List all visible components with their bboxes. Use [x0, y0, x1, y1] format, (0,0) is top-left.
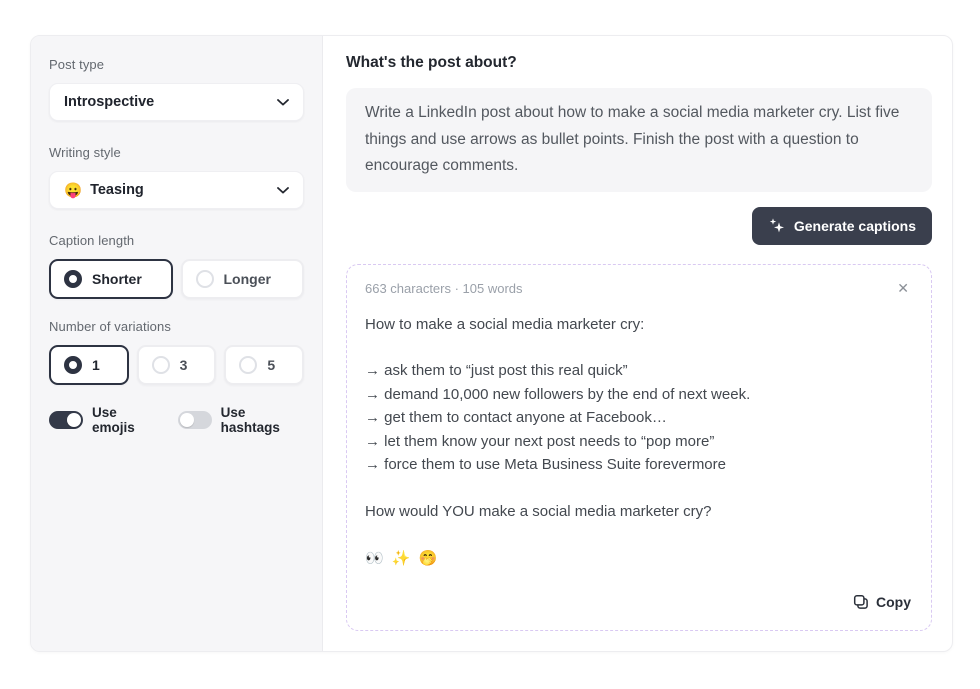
writing-style-label: Writing style [49, 145, 121, 160]
radio-unselected-icon [196, 270, 214, 288]
caption-bullet: → ask them to “just post this real quick” [365, 362, 628, 379]
chevron-down-icon [277, 187, 289, 194]
radio-unselected-icon [239, 356, 257, 374]
caption-length-option-longer[interactable] [181, 259, 305, 299]
post-type-value: Introspective [64, 94, 155, 110]
generated-caption-card [346, 264, 932, 632]
caption-bullet: → let them know your next post needs to “pop more” [365, 432, 715, 450]
use-emojis-label: Use emojis [92, 405, 135, 435]
toggles-row [49, 405, 304, 435]
option-label: Shorter [92, 271, 142, 287]
caption-bullet: → force them to use Meta Business Suite forevermore [365, 456, 726, 473]
settings-sidebar [31, 36, 323, 651]
copy-icon [853, 594, 869, 610]
option-label: 5 [267, 357, 276, 373]
character-word-count: 663 characters · 105 words [365, 280, 523, 296]
post-type-select[interactable] [49, 83, 304, 121]
radio-selected-icon [64, 270, 82, 288]
writing-style-select[interactable] [49, 171, 304, 209]
caption-title-line: How to make a social media marketer cry: [365, 315, 645, 333]
option-label: 3 [179, 357, 188, 373]
variations-option-3[interactable] [137, 345, 217, 385]
caption-bullet: → demand 10,000 new followers by the end of next week. [365, 385, 751, 403]
variations-label: Number of variations [49, 319, 171, 334]
caption-bullet: → get them to contact anyone at Facebook… [365, 409, 667, 426]
variations-options [49, 345, 304, 385]
use-emojis-toggle[interactable] [49, 411, 83, 429]
copy-label: Copy [876, 594, 911, 610]
generate-captions-button[interactable] [752, 207, 932, 245]
radio-unselected-icon [152, 356, 170, 374]
caption-length-label: Caption length [49, 233, 135, 248]
chevron-down-icon [277, 99, 289, 106]
writing-style-value: Teasing [90, 182, 144, 198]
caption-emoji-row: 👀 ✨ 🤭 [365, 550, 440, 567]
use-hashtags-label: Use hashtags [220, 405, 280, 435]
variations-option-5[interactable] [224, 345, 304, 385]
toggle-knob [67, 413, 81, 427]
caption-bullet-list [365, 359, 911, 477]
caption-generator-app [30, 35, 953, 652]
toggle-knob [180, 413, 194, 427]
use-hashtags-toggle[interactable] [178, 411, 212, 429]
post-type-label: Post type [49, 57, 105, 72]
close-icon[interactable]: ✕ [897, 279, 909, 296]
sparkles-icon [768, 217, 785, 234]
caption-length-option-shorter[interactable] [49, 259, 173, 299]
option-label: 1 [92, 357, 100, 373]
copy-button[interactable] [853, 594, 911, 610]
page-title: What's the post about? [346, 54, 517, 71]
variations-option-1[interactable] [49, 345, 129, 385]
post-prompt-textarea[interactable]: Write a LinkedIn post about how to make a social media marketer cry. List five things and use arrows as bullet points. Finish the post with a question to encourage comments. [346, 88, 932, 192]
main-panel [323, 36, 952, 651]
generate-captions-label: Generate captions [793, 217, 916, 234]
radio-selected-icon [64, 356, 82, 374]
caption-length-options [49, 259, 304, 299]
option-label: Longer [223, 271, 271, 287]
writing-style-emoji: 😛 [64, 182, 83, 199]
caption-question-line: How would YOU make a social media marketer cry? [365, 502, 712, 520]
